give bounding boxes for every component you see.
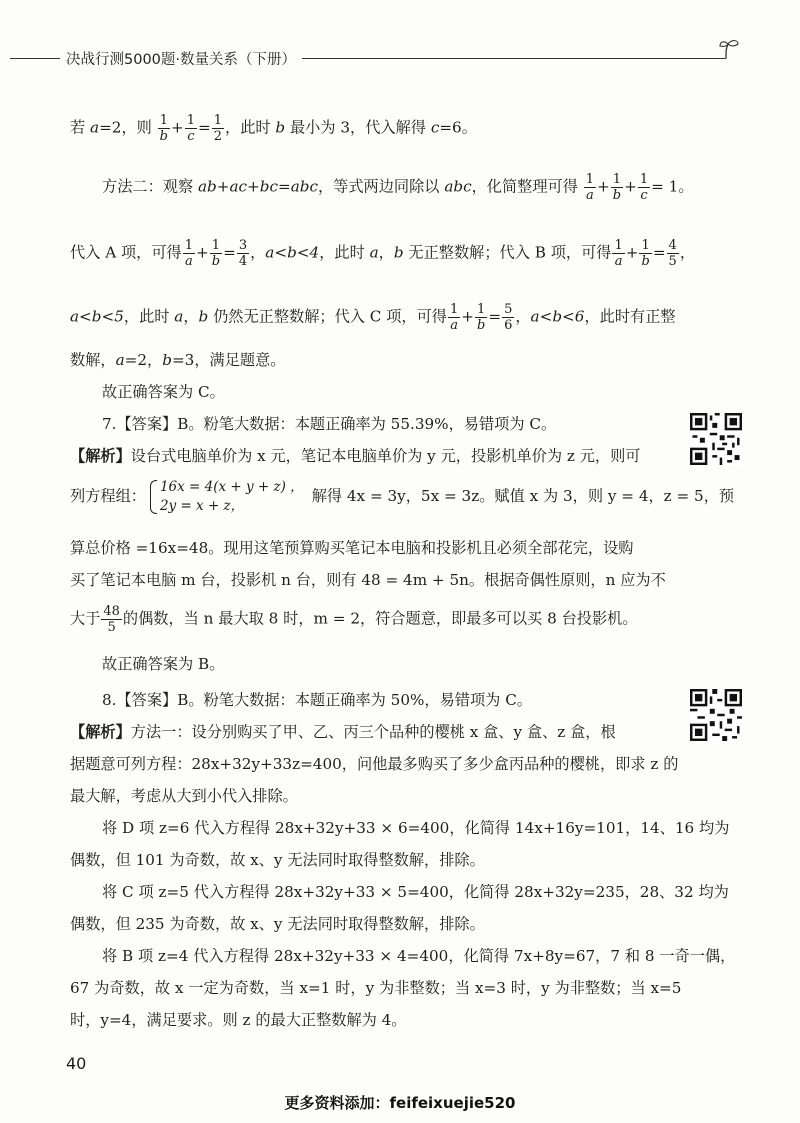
q8-option-d-line-2: 偶数，但 101 为奇数，故 x、y 无法同时取得整数解，排除。 [70,851,485,869]
qr-code-icon[interactable] [690,689,742,741]
answer-line: 故正确答案为 C。 [102,383,225,401]
fraction: $\frac{1}{a}$ [614,238,623,269]
fraction: $\frac{1}{c}$ [639,172,649,203]
q7-answer-header: 7.【答案】B。粉笔大数据：本题正确率为 55.39%，易错项为 C。 [102,415,557,433]
fraction: $\frac{1}{2}$ [213,113,223,144]
fraction: $\frac{1}{b}$ [159,113,168,144]
fraction: $\frac{4}{5}$ [668,238,677,269]
q8-analysis-line-3: 最大解，考虑从大到小代入排除。 [70,787,298,805]
equation-system: 16x = 4(x + y + z) ， 2y = x + z， [148,478,304,516]
q8-analysis-line-2: 据题意可列方程：28x+32y+33z=400，问他最多购买了多少盒丙品种的樱桃，即求 z 的 [70,755,679,773]
running-header: 决战行测5000题·数量关系（下册） [60,48,302,69]
text-line-method2: 方法二：观察 ab+ac+bc=abc，等式两边同除以 abc，化简整理可得 $\frac{1}{a}$ + $\frac{1}{b}$ + $\frac{1}{c}$ = 1。 [102,172,694,203]
q8-option-b-line-2: 67 为奇数，故 x 一定为奇数，当 x=1 时，y 为非整数；当 x=3 时，y 为非整数；当 x=5 [70,979,682,997]
fraction: $\frac{1}{b}$ [477,302,486,333]
fraction: $\frac{48}{5}$ [103,604,120,635]
text-line-4: a<b<5，此时 a，b 仍然无正整数解；代入 C 项，可得 $\frac{1}{a}$ + $\frac{1}{b}$ = $\frac{5}{6}$ ，a<b<6，此时有正整 [70,302,676,333]
q7-final-answer: 故正确答案为 B。 [102,655,225,673]
fraction: $\frac{5}{6}$ [504,302,513,333]
q8-option-b-line-1: 将 B 项 z=4 代入方程得 28x+32y+33 × 4=400，化简得 7x+8y=67，7 和 8 一奇一偶， [102,947,736,965]
qr-code-icon[interactable] [690,413,742,465]
page-number: 40 [66,1054,87,1073]
q8-answer-header: 8.【答案】B。粉笔大数据：本题正确率为 50%，易错项为 C。 [102,691,532,709]
fraction: $\frac{1}{c}$ [186,113,196,144]
fraction: $\frac{1}{a}$ [585,172,595,203]
q7-analysis-line-4: 买了笔记本电脑 m 台，投影机 n 台，则有 48 = 4m + 5n。根据奇偶性原则，n 应为不 [70,571,666,589]
q8-analysis-line-1: 【解析】方法一：设分别购买了甲、乙、丙三个品种的樱桃 x 盒、y 盒、z 盒，根 [70,723,616,741]
text-line-3: 代入 A 项，可得 $\frac{1}{a}$ + $\frac{1}{b}$ = $\frac{3}{4}$ ，a<b<4，此时 a，b 无正整数解；代入 B 项，可得 $\frac{1}{a}$ + $\frac{1}{b}$ = $\frac{4}{5}$ ， [70,238,696,269]
text-line-5: 数解，a=2，b=3，满足题意。 [70,351,286,369]
header-rule-right [300,58,725,59]
analysis-tag: 【解析】 [70,723,131,741]
analysis-tag: 【解析】 [70,447,131,465]
q8-option-c-line-2: 偶数，但 235 为奇数，故 x、y 无法同时取得整数解，排除。 [70,915,485,933]
q8-option-c-line-1: 将 C 项 z=5 代入方程得 28x+32y+33 × 5=400，化简得 28x+32y=235，28、32 均为 [102,883,729,901]
q7-analysis-line-3: 算总价格 =16x=48。现用这笔预算购买笔记本电脑和投影机且必须全部花完，设购 [70,539,634,557]
footer-note: 更多资料添加：feifeixuejie520 [284,1094,516,1112]
text-line-1: 若 a=2，则 $\frac{1}{b}$ + $\frac{1}{c}$ = $\frac{1}{2}$ ，此时 b 最小为 3，代入解得 c=6。 [70,113,477,144]
q7-analysis-line-5: 大于 $\frac{48}{5}$ 的偶数，当 n 最大取 8 时，m = 2，符合题意，即最多可以买 8 台投影机。 [70,604,638,635]
fraction: $\frac{3}{4}$ [238,238,248,269]
fraction: $\frac{1}{b}$ [612,172,622,203]
fraction: $\frac{1}{b}$ [211,238,221,269]
fraction: $\frac{1}{a}$ [184,238,194,269]
fraction: $\frac{1}{a}$ [450,302,459,333]
q8-option-b-line-3: 时，y=4，满足要求。则 z 的最大正整数解为 4。 [70,1011,407,1029]
q7-analysis-line-2: 列方程组： 16x = 4(x + y + z) ， 2y = x + z， 解得 4x = 3y，5x = 3z。赋值 x 为 3，则 y = 4，z = 5，预 [70,479,735,514]
q8-option-d-line-1: 将 D 项 z=6 代入方程得 28x+32y+33 × 6=400，化简得 14x+16y=101，14、16 均为 [102,819,730,837]
q7-analysis-line-1: 【解析】设台式电脑单价为 x 元，笔记本电脑单价为 y 元，投影机单价为 z 元，则可 [70,447,641,465]
sprout-icon [718,38,754,60]
fraction: $\frac{1}{b}$ [641,238,650,269]
